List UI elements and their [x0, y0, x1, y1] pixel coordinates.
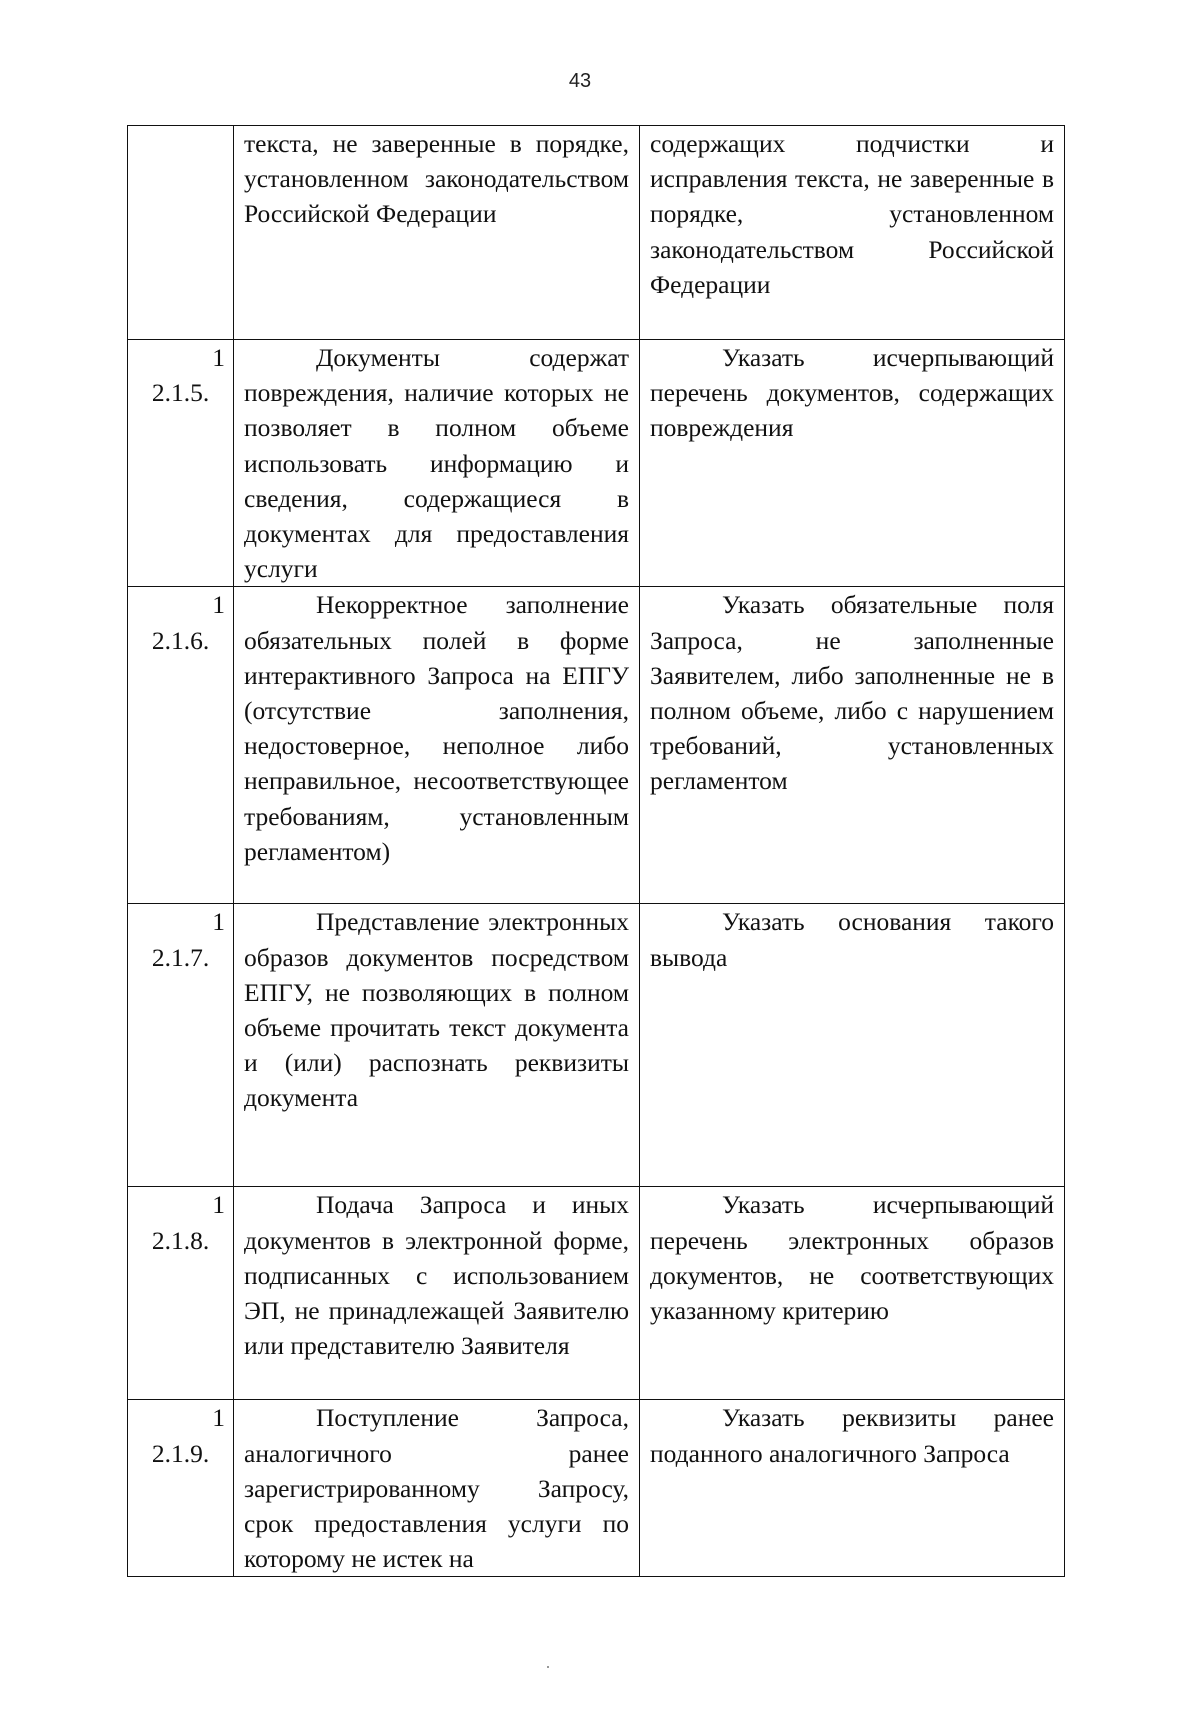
row-number-cell — [128, 340, 234, 587]
refusal-grounds-table — [127, 125, 1065, 1577]
row-number-top: 1 — [212, 907, 225, 937]
reason-text: Документы содержат повреждения, наличие которых не позволяет в полном объеме использовать информацию и сведения, содержащиеся в документах для предоставления услуги — [244, 343, 629, 584]
reason-cell — [234, 340, 640, 587]
clarification-text: Указать основания такого вывода — [650, 907, 1054, 972]
scan-artifact-dot — [547, 1666, 549, 1668]
row-number-cell — [128, 126, 234, 340]
reason-cell — [234, 587, 640, 904]
reason-cell — [234, 1187, 640, 1400]
row-number-top: 1 — [212, 1403, 225, 1433]
page-number: 43 — [568, 70, 592, 92]
row-number-code: 2.1.8. — [151, 1225, 210, 1255]
reason-cell — [234, 126, 640, 340]
row-number-cell — [128, 1400, 234, 1577]
clarification-cell — [640, 1187, 1065, 1400]
row-number-cell — [128, 587, 234, 904]
reason-text: Некорректное заполнение обязательных полей в форме интерактивного Запроса на ЕПГУ (отсутствие заполнения, недостоверное, неполное либо неправильное, несоответствующее требованиям, установленным регламентом) — [244, 590, 629, 866]
row-number-code: 2.1.5. — [151, 378, 210, 408]
reason-text: Подача Запроса и иных документов в электронной форме, подписанных с использованием ЭП, не принадлежащей Заявителю или представителю Заявителя — [244, 1190, 629, 1361]
clarification-text: Указать обязательные поля Запроса, не заполненные Заявителем, либо заполненные не в полном объеме, либо с нарушением требований, установленных регламентом — [650, 590, 1054, 796]
clarification-text: Указать исчерпывающий перечень электронных образов документов, не соответствующих указанному критерию — [650, 1190, 1054, 1326]
reason-text: Представление электронных образов документов посредством ЕПГУ, не позволяющих в полном объеме прочитать текст документа и (или) распознать реквизиты документа — [244, 907, 629, 1113]
clarification-text: Указать исчерпывающий перечень документов, содержащих повреждения — [650, 343, 1054, 443]
reason-text: Поступление Запроса, аналогичного ранее зарегистрированному Запросу, срок предоставления услуги по которому не истек на — [244, 1403, 629, 1574]
table-row — [128, 340, 1065, 587]
row-number-code: 2.1.9. — [151, 1438, 210, 1468]
clarification-cell — [640, 587, 1065, 904]
row-number-code: 2.1.6. — [151, 625, 210, 655]
clarification-text: Указать реквизиты ранее поданного аналогичного Запроса — [650, 1403, 1054, 1468]
row-number-top: 1 — [212, 1190, 225, 1220]
table-row — [128, 1187, 1065, 1400]
clarification-cell — [640, 904, 1065, 1187]
reason-cell — [234, 904, 640, 1187]
row-number-cell — [128, 904, 234, 1187]
clarification-cell — [640, 1400, 1065, 1577]
table-row — [128, 126, 1065, 340]
row-number-top: 1 — [212, 343, 225, 372]
table-row — [128, 904, 1065, 1187]
reason-cell — [234, 1400, 640, 1577]
reason-text: текста, не заверенные в порядке, установленном законодательством Российской Федерации — [244, 129, 629, 229]
table-row — [128, 1400, 1065, 1577]
clarification-cell — [640, 126, 1065, 340]
table-row — [128, 587, 1065, 904]
clarification-cell — [640, 340, 1065, 587]
row-number-code: 2.1.7. — [151, 942, 210, 972]
row-number-top: 1 — [212, 590, 225, 620]
row-number-cell — [128, 1187, 234, 1400]
clarification-text: содержащих подчистки и исправления текста, не заверенные в порядке, установленном законодательством Российской Федерации — [650, 129, 1054, 299]
